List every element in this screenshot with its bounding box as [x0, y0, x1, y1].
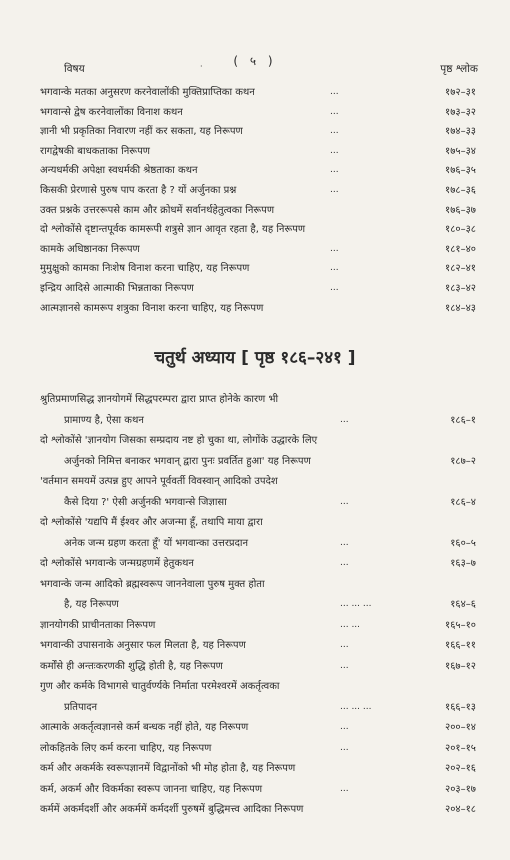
toc-entry — [40, 259, 476, 278]
toc-entry — [40, 431, 476, 450]
page-verse-heading: पृष्ठ श्लोक — [440, 63, 478, 75]
entry-leader: ... — [340, 414, 349, 425]
entry-text: रागद्वेषकी बाधकताका निरूपण — [40, 145, 150, 157]
subject-heading: विषय — [64, 63, 85, 75]
toc-entry — [40, 616, 476, 635]
toc-entry — [40, 759, 476, 778]
toc-entry — [40, 452, 476, 471]
entry-leader: ... — [330, 283, 339, 293]
column-header — [0, 62, 510, 78]
entry-page-verse: १६६–११ — [445, 640, 476, 651]
entry-text: दो श्लोकोंसे 'यद्यपि मैं ईश्वर और अजन्मा हूँ, तथापि माया द्वारा — [40, 517, 263, 528]
entry-leader: ... — [330, 185, 339, 195]
entry-leader: ... — [340, 640, 349, 650]
toc-entry — [40, 220, 476, 239]
entry-text: श्रुतिप्रमाणसिद्ध ज्ञानयोगमें सिद्धपरम्परा द्वारा प्राप्त होनेके कारण भी — [40, 394, 279, 405]
entry-leader: ... — [340, 496, 349, 507]
entry-page-verse: १६७–१२ — [445, 660, 476, 672]
entry-leader: ... — [340, 537, 349, 548]
toc-entry — [40, 513, 476, 532]
toc-entry — [40, 83, 476, 102]
entry-text: भगवान्के जन्म आदिको ब्रह्मस्वरूप जाननेवाला पुरुष मुक्त होता — [40, 578, 265, 590]
entry-page-verse: १८६–४ — [450, 496, 476, 508]
entry-text: कामके अधिष्ठानका निरूपण — [40, 243, 140, 255]
entry-leader: ... — [330, 126, 339, 137]
entry-page-verse: १८४–४३ — [445, 302, 476, 314]
entry-page-verse: १७४–३३ — [445, 126, 476, 138]
toc-entry — [40, 181, 476, 200]
entry-page-verse: १८२–४१ — [445, 263, 476, 275]
toc-entry — [40, 411, 476, 430]
entry-text: कर्ममें अकर्मदर्शी और अकर्ममें कर्मदर्शी पुरुषमें बुद्धिमत्त्व आदिका निरूपण — [40, 804, 304, 815]
entry-text: दो श्लोकोंसे भगवान्के जन्मग्रहणमें हेतुकथन — [40, 558, 194, 569]
toc-entry — [40, 240, 476, 259]
entry-text: है, यह निरूपण — [64, 599, 119, 610]
toc-entry — [40, 636, 476, 655]
entry-page-verse: १८६–१ — [450, 414, 476, 426]
entry-leader: ... — [340, 660, 349, 671]
entry-text: भगवान्के मतका अनुसरण करनेवालोंकी मुक्तिप्राप्तिका कथन — [40, 87, 255, 98]
entry-page-verse: १७८–३६ — [445, 185, 476, 196]
entry-text: इन्द्रिय आदिसे आत्माकी भिन्नताका निरूपण — [40, 283, 194, 294]
entry-leader: ... ... — [340, 619, 361, 630]
chapter-title: चतुर्थ अध्याय [ पृष्ठ १८६–२४१ ] — [154, 348, 356, 368]
entry-leader: ... — [340, 783, 349, 794]
entry-leader: ... — [340, 558, 349, 568]
entry-page-verse: १७६–३७ — [445, 204, 476, 216]
entry-leader: ... — [330, 87, 339, 97]
toc-entry — [40, 800, 476, 819]
toc-entry — [40, 677, 476, 696]
toc-entry — [40, 390, 476, 409]
toc-entry — [40, 201, 476, 220]
toc-entry — [40, 279, 476, 298]
toc-entry — [40, 698, 476, 717]
entry-page-verse: १६५–१० — [445, 619, 476, 631]
entry-page-verse: २००–१४ — [445, 722, 476, 733]
entry-page-verse: १६३–७ — [450, 558, 476, 569]
toc-entry — [40, 103, 476, 122]
entry-text: ज्ञानयोगकी प्राचीनताका निरूपण — [40, 619, 156, 631]
entry-text: भगवान्से द्वेष करनेवालोंका विनाश कथन — [40, 106, 183, 118]
toc-entry — [40, 739, 476, 758]
entry-text: कर्मोंसे ही अन्तःकरणकी शुद्धि होती है, यह निरूपण — [40, 660, 223, 672]
toc-entry — [40, 534, 476, 553]
header-mark: · — [200, 62, 203, 71]
entry-text: मुमुक्षुको कामका निःशेष विनाश करना चाहिए, यह निरूपण — [40, 263, 250, 275]
entry-page-verse: १७६–३५ — [445, 165, 476, 177]
entry-leader: ... — [330, 263, 339, 274]
entry-page-verse: १६६–१३ — [445, 701, 476, 713]
toc-entry — [40, 472, 476, 491]
toc-entry — [40, 554, 476, 573]
toc-entry — [40, 122, 476, 141]
entry-page-verse: २०३–१७ — [445, 783, 476, 795]
entry-text: दो श्लोकोंसे 'ज्ञानयोग जिसका सम्प्रदाय नष्ट हो चुका था, लोगोंके उद्धारके लिए — [40, 435, 318, 446]
toc-entry — [40, 575, 476, 594]
entry-leader: ... — [340, 742, 349, 753]
entry-page-verse: १७५–३४ — [445, 145, 476, 157]
entry-text: 'वर्तमान समयमें उत्पन्न हुए आपने पूर्ववर्ती विवस्वान् आदिको उपदेश — [40, 476, 278, 487]
entry-text: कैसे दिया ?' ऐसी अर्जुनकी भगवान्से जिज्ञासा — [64, 496, 227, 508]
entry-leader: ... — [330, 243, 339, 254]
entry-page-verse: १८७–२ — [450, 455, 476, 467]
entry-text: अर्जुनको निमित्त बनाकर भगवान् द्वारा पुनः प्रवर्तित हुआ' यह निरूपण — [64, 455, 311, 467]
toc-entry — [40, 595, 476, 614]
entry-text: ज्ञानी भी प्रकृतिका निवारण नहीं कर सकता, यह निरूपण — [40, 126, 243, 138]
toc-entry — [40, 718, 476, 737]
entry-page-verse: १८०–३८ — [445, 224, 476, 236]
entry-text: अन्यधर्मकी अपेक्षा स्वधर्मकी श्रेष्ठताका कथन — [40, 165, 198, 177]
entry-page-verse: २०२–१६ — [445, 763, 476, 774]
entry-page-verse: १८३–४२ — [445, 283, 476, 294]
entry-text: गुण और कर्मके विभागसे चातुर्वर्ण्यके निर्माता परमेश्वरमें अकर्तृत्वका — [40, 681, 280, 692]
entry-text: आत्मज्ञानसे कामरूप शत्रुका विनाश करना चाहिए, यह निरूपण — [40, 302, 264, 314]
toc-entry — [40, 299, 476, 318]
entry-leader: ... — [330, 106, 339, 117]
entry-page-verse: १८१–४० — [445, 243, 476, 255]
toc-entry — [40, 493, 476, 512]
entry-text: प्रामाण्य है, ऐसा कथन — [64, 414, 144, 426]
entry-leader: ... ... ... — [340, 701, 372, 712]
entry-leader: ... — [330, 165, 339, 176]
entry-text: अनेक जन्म ग्रहण करता हूँ' यों भगवान्का उत्तरप्रदान — [64, 537, 249, 549]
entry-text: दो श्लोकोंसे दृष्टान्तपूर्वक कामरूपी शत्रुसे ज्ञान आवृत रहता है, यह निरूपण — [40, 224, 306, 236]
entry-leader: ... — [330, 145, 339, 156]
entry-text: आत्माके अकर्तृत्वज्ञानसे कर्म बन्धक नहीं होते, यह निरूपण — [40, 722, 249, 733]
entry-text: प्रतिपादन — [64, 701, 98, 713]
toc-entry — [40, 780, 476, 799]
toc-entry — [40, 142, 476, 161]
entry-page-verse: २०४–१८ — [445, 804, 476, 815]
entry-page-verse: १७२–३१ — [445, 87, 476, 98]
entry-leader: ... ... ... — [340, 599, 372, 609]
entry-text: भगवान्की उपासनाके अनुसार फल मिलता है, यह निरूपण — [40, 640, 246, 651]
toc-entry — [40, 657, 476, 676]
page-number: ( ५ ) — [233, 54, 277, 68]
entry-text: लोकहितके लिए कर्म करना चाहिए, यह निरूपण — [40, 742, 212, 754]
entry-text: उक्त प्रश्नके उत्तररूपसे काम और क्रोधमें सर्वानर्थहेतुत्वका निरूपण — [40, 204, 275, 216]
entry-page-verse: १६०–५ — [450, 537, 476, 549]
entry-text: किसकी प्रेरणासे पुरुष पाप करता है ? यों अर्जुनका प्रश्न — [40, 185, 237, 196]
entry-page-verse: १६४–६ — [450, 599, 476, 610]
entry-text: कर्म और अकर्मके स्वरूपज्ञानमें विद्वानोंको भी मोह होता है, यह निरूपण — [40, 763, 296, 774]
toc-entry — [40, 161, 476, 180]
entry-page-verse: १७३–३२ — [445, 106, 476, 118]
entry-page-verse: २०१–१५ — [445, 742, 476, 754]
entry-text: कर्म, अकर्म और विकर्मका स्वरूप जानना चाहिए, यह निरूपण — [40, 783, 263, 795]
entry-leader: ... — [340, 722, 349, 732]
